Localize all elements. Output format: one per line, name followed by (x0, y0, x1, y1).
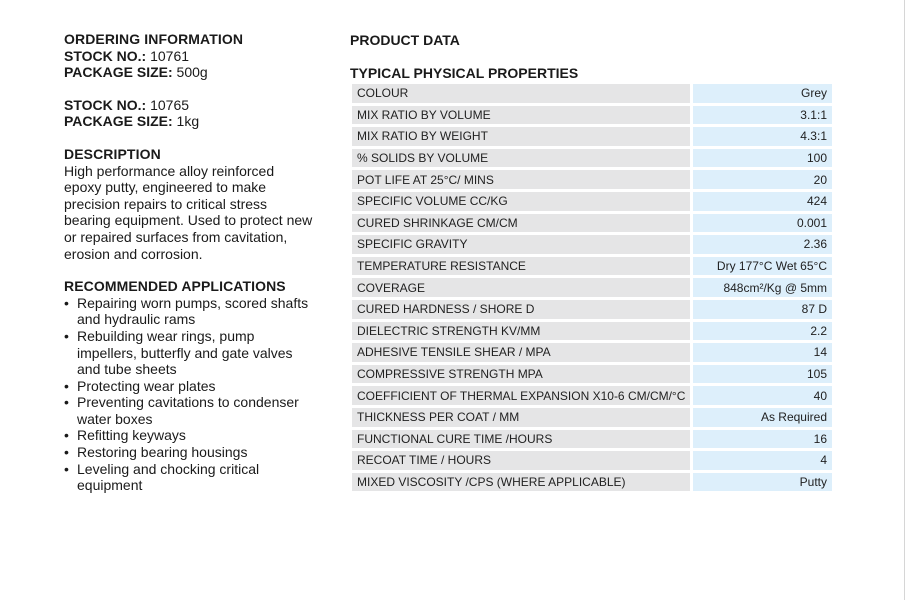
table-row (352, 257, 832, 276)
stock-line-1 (64, 48, 314, 65)
property-name: COEFFICIENT OF THERMAL EXPANSION X10-6 CM/CM/°C (352, 386, 690, 405)
property-value: 40 (693, 386, 832, 405)
property-value: As Required (693, 408, 832, 427)
table-row (352, 214, 832, 233)
property-value: 0.001 (693, 214, 832, 233)
table-row (352, 278, 832, 297)
package-size-label: PACKAGE SIZE: (64, 64, 173, 81)
property-name: % SOLIDS BY VOLUME (352, 149, 690, 168)
package-size-label: PACKAGE SIZE: (64, 113, 173, 130)
table-row (352, 106, 832, 125)
package-size-line-1 (64, 64, 314, 81)
package-size-value: 500g (176, 64, 208, 81)
property-value: 87 D (693, 300, 832, 319)
property-value: 2.2 (693, 322, 832, 341)
description-heading: DESCRIPTION (64, 145, 161, 162)
property-name: MIX RATIO BY WEIGHT (352, 127, 690, 146)
property-value: Dry 177°C Wet 65°C (693, 257, 832, 276)
table-row (352, 365, 832, 384)
property-name: CURED HARDNESS / SHORE D (352, 300, 690, 319)
property-value: 424 (693, 192, 832, 211)
property-value: 4 (693, 451, 832, 470)
list-item: • Restoring bearing housings (64, 444, 314, 461)
property-name: COMPRESSIVE STRENGTH MPA (352, 365, 690, 384)
property-name: THICKNESS PER COAT / MM (352, 408, 690, 427)
table-row (352, 386, 832, 405)
list-item: • Rebuilding wear rings, pump impellers, butterfly and gate valves and tube sheets (64, 328, 314, 378)
property-value: 14 (693, 343, 832, 362)
table-row (352, 235, 832, 254)
property-name: FUNCTIONAL CURE TIME /HOURS (352, 430, 690, 449)
table-row (352, 343, 832, 362)
table-row (352, 473, 832, 492)
table-row (352, 84, 832, 103)
property-value: 20 (693, 170, 832, 189)
description-text: High performance alloy reinforced epoxy putty, engineered to make precision repairs to critical stress bearing equipment. Used to protect new or repaired surfaces from cavitation, erosion and corrosion. (64, 162, 313, 262)
applications-heading: RECOMMENDED APPLICATIONS (64, 278, 286, 295)
list-item: • Repairing worn pumps, scored shafts and hydraulic rams (64, 295, 314, 328)
applications-list (64, 295, 314, 494)
table-row (352, 149, 832, 168)
table-row (352, 322, 832, 341)
ordering-column (64, 31, 314, 494)
table-row (352, 451, 832, 470)
property-value: 16 (693, 430, 832, 449)
property-value: 100 (693, 149, 832, 168)
property-value: Putty (693, 473, 832, 492)
table-row (352, 300, 832, 319)
properties-table (349, 81, 835, 494)
properties-subtitle: TYPICAL PHYSICAL PROPERTIES (350, 65, 579, 81)
stock-label: STOCK NO.: (64, 96, 147, 113)
list-item: • Leveling and chocking critical equipment (64, 461, 314, 494)
property-value: 105 (693, 365, 832, 384)
page-edge-divider (904, 0, 905, 600)
property-value: 848cm²/Kg @ 5mm (693, 278, 832, 297)
list-item: • Refitting keyways (64, 427, 314, 444)
ordering-heading: ORDERING INFORMATION (64, 31, 244, 47)
property-name: TEMPERATURE RESISTANCE (352, 257, 690, 276)
product-data-column (350, 31, 835, 494)
property-name: ADHESIVE TENSILE SHEAR / MPA (352, 343, 690, 362)
property-name: COLOUR (352, 84, 690, 103)
list-item: • Protecting wear plates (64, 378, 314, 395)
product-data-title: PRODUCT DATA (350, 32, 460, 48)
property-name: COVERAGE (352, 278, 690, 297)
package-size-value: 1kg (176, 113, 200, 130)
table-row (352, 192, 832, 211)
list-item: • Preventing cavitations to condenser water boxes (64, 394, 314, 427)
property-name: SPECIFIC GRAVITY (352, 235, 690, 254)
stock-line-2 (64, 97, 314, 114)
property-name: POT LIFE AT 25°C/ MINS (352, 170, 690, 189)
package-size-line-2 (64, 113, 314, 130)
property-name: CURED SHRINKAGE CM/CM (352, 214, 690, 233)
stock-value: 10761 (150, 47, 190, 64)
property-name: RECOAT TIME / HOURS (352, 451, 690, 470)
property-name: MIX RATIO BY VOLUME (352, 106, 690, 125)
stock-value: 10765 (150, 96, 190, 113)
table-row (352, 408, 832, 427)
stock-label: STOCK NO.: (64, 47, 147, 64)
property-name: DIELECTRIC STRENGTH KV/MM (352, 322, 690, 341)
property-value: 4.3:1 (693, 127, 832, 146)
property-value: 3.1:1 (693, 106, 832, 125)
table-row (352, 170, 832, 189)
table-row (352, 430, 832, 449)
property-name: MIXED VISCOSITY /CPS (WHERE APPLICABLE) (352, 473, 690, 492)
property-name: SPECIFIC VOLUME CC/KG (352, 192, 690, 211)
property-value: 2.36 (693, 235, 832, 254)
table-row (352, 127, 832, 146)
property-value: Grey (693, 84, 832, 103)
